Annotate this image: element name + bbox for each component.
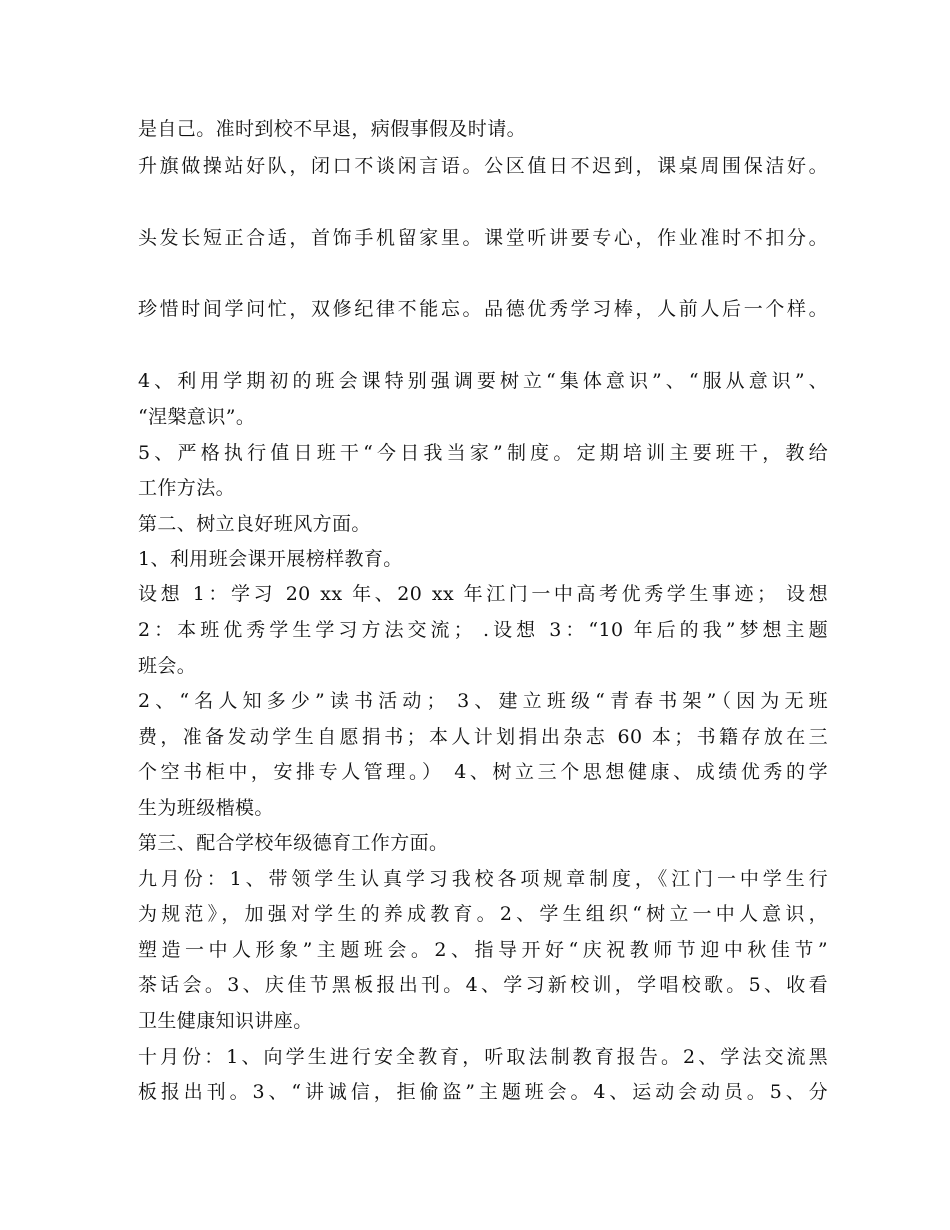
text-line: 为规范》，加强对学生的养成教育。2、学生组织“树立一中人意识， [138,903,828,925]
section-heading: 第二、树立良好班风方面。 [138,513,371,535]
text-line: 十月份：1、向学生进行安全教育，听取法制教育报告。2、学法交流黑 [138,1046,828,1068]
text-line: 塑造一中人形象”主题班会。2、指导开好“庆祝教师节迎中秋佳节” [138,939,828,961]
text-line: 头发长短正合适，首饰手机留家里。课堂听讲要专心，作业准时不扣分。 [138,227,828,249]
text-line: 卫生健康知识讲座。 [138,1010,313,1032]
text-line: “涅槃意识”。 [138,406,256,428]
text-line: 班会。 [138,655,197,677]
text-line: 是自己。准时到校不早退，病假事假及时请。 [138,118,527,140]
text-line: 珍惜时间学问忙，双修纪律不能忘。品德优秀学习棒，人前人后一个样。 [138,298,828,320]
section-heading: 第三、配合学校年级德育工作方面。 [138,832,449,854]
text-line: 1、利用班会课开展榜样教育。 [138,548,403,570]
text-line: 板报出刊。3、“讲诚信，拒偷盗”主题班会。4、运动会动员。5、分 [138,1081,828,1103]
text-line: 生为班级楷模。 [138,797,274,819]
text-line: 设想 1：学习 20 xx 年、20 xx 年江门一中高考优秀学生事迹； 设想 [138,583,828,605]
text-line: 费，准备发动学生自愿捐书；本人计划捐出杂志 60 本；书籍存放在三 [138,726,828,748]
text-line: 2：本班优秀学生学习方法交流； .设想 3：“10 年后的我”梦想主题 [138,619,828,641]
text-line: 5、严格执行值日班干“今日我当家”制度。定期培训主要班干，教给 [138,442,828,464]
text-line: 个空书柜中，安排专人管理。） 4、树立三个思想健康、成绩优秀的学 [138,761,828,783]
text-line: 九月份：1、带领学生认真学习我校各项规章制度，《江门一中学生行 [138,868,828,890]
text-line: 升旗做操站好队，闭口不谈闲言语。公区值日不迟到，课桌周围保洁好。 [138,155,828,177]
text-line: 茶话会。3、庆佳节黑板报出刊。4、学习新校训，学唱校歌。5、收看 [138,974,828,996]
text-line: 2、“名人知多少”读书活动； 3、建立班级“青春书架”（因为无班 [138,690,828,712]
text-line: 4、利用学期初的班会课特别强调要树立“集体意识”、“服从意识”、 [138,370,828,392]
text-line: 工作方法。 [138,477,236,499]
